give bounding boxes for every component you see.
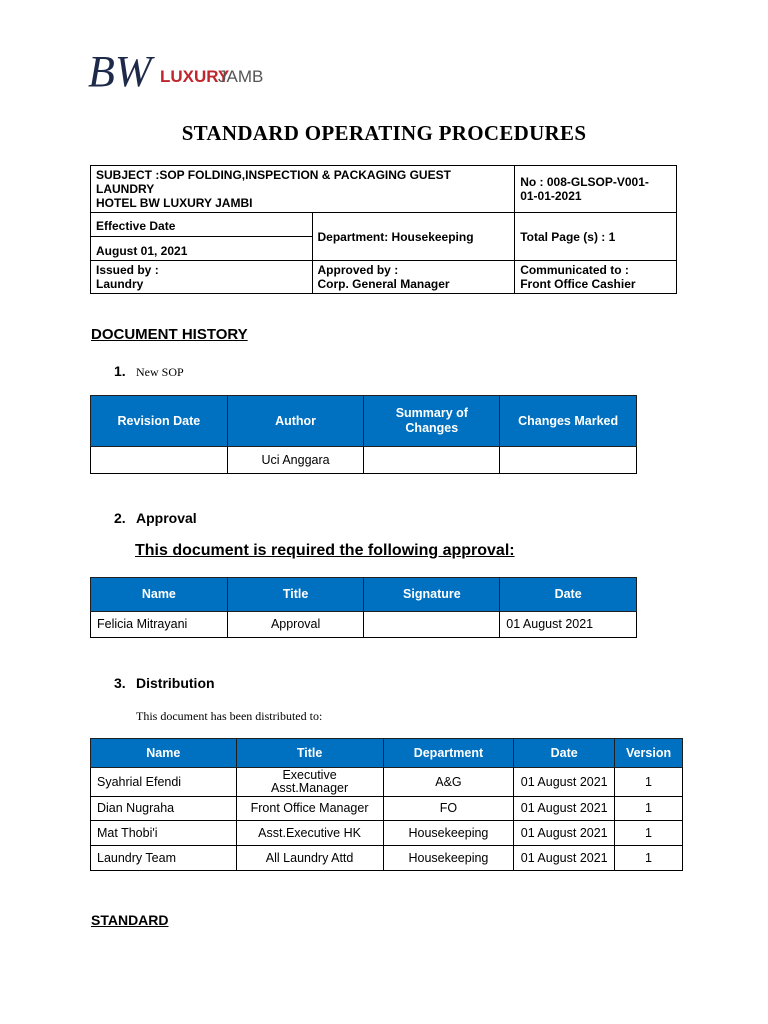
history-item-number: 1. <box>114 363 126 379</box>
table-cell <box>91 447 228 474</box>
distribution-intro: This document has been distributed to: <box>136 709 323 723</box>
table-row <box>91 612 637 638</box>
communicated-to-value: Front Office Cashier <box>520 277 636 291</box>
issued-by-label: Issued by : <box>96 263 159 277</box>
approved-by-label: Approved by : <box>317 263 399 277</box>
table-cell: FO <box>383 797 514 821</box>
table-cell: Housekeeping <box>383 821 514 846</box>
table-cell: 01 August 2021 <box>514 846 615 871</box>
table-row <box>91 821 683 846</box>
table-cell: Executive Asst.Manager <box>236 768 383 797</box>
approved-by-cell <box>312 261 515 294</box>
table-cell <box>364 612 500 638</box>
approval-col-date: Date <box>500 578 637 612</box>
table-row <box>91 846 683 871</box>
table-cell: 01 August 2021 <box>514 768 615 797</box>
table-row <box>91 797 683 821</box>
approved-by-value: Corp. General Manager <box>317 277 450 291</box>
effective-date-value: August 01, 2021 <box>96 244 188 258</box>
history-item-text: New SOP <box>136 365 184 379</box>
table-cell: Uci Anggara <box>227 447 364 474</box>
distribution-table <box>90 738 683 871</box>
effective-date-cell <box>91 213 313 261</box>
table-cell <box>364 447 500 474</box>
table-cell: Syahrial Efendi <box>91 768 237 797</box>
table-cell: 01 August 2021 <box>514 821 615 846</box>
issued-by-value: Laundry <box>96 277 144 291</box>
approval-subheading: This document is required the following approval: <box>135 542 515 559</box>
distribution-col-version: Version <box>615 739 683 768</box>
table-cell: Dian Nugraha <box>91 797 237 821</box>
table-cell: Mat Thobi'i <box>91 821 237 846</box>
approval-table <box>90 577 637 638</box>
document-number-line-1: No : 008-GLSOP-V001- <box>520 175 649 189</box>
table-cell <box>500 447 637 474</box>
table-cell: Asst.Executive HK <box>236 821 383 846</box>
distribution-col-date: Date <box>514 739 615 768</box>
table-cell: 1 <box>615 821 683 846</box>
document-number-line-2: 01-01-2021 <box>520 189 582 203</box>
table-cell: Approval <box>227 612 364 638</box>
subject-cell <box>91 166 515 213</box>
issued-by-cell <box>91 261 313 294</box>
document-history-heading: DOCUMENT HISTORY <box>91 326 248 343</box>
table-cell: 1 <box>615 797 683 821</box>
communicated-to-label: Communicated to : <box>520 263 629 277</box>
standard-heading: STANDARD <box>91 912 169 928</box>
approval-col-title: Title <box>227 578 364 612</box>
page-title: STANDARD OPERATING PROCEDURES <box>181 121 587 145</box>
history-col-revision-date: Revision Date <box>91 396 228 447</box>
history-col-author: Author <box>227 396 364 447</box>
approval-number: 2. <box>114 510 126 526</box>
logo-location: JAMB <box>218 67 264 86</box>
logo-brand: LUXURY <box>160 67 230 86</box>
table-cell: 01 August 2021 <box>500 612 637 638</box>
subject-line-2: LAUNDRY <box>96 182 155 196</box>
distribution-number: 3. <box>114 675 126 691</box>
table-cell: 1 <box>615 846 683 871</box>
distribution-col-department: Department <box>383 739 514 768</box>
table-cell: 01 August 2021 <box>514 797 615 821</box>
total-pages-cell: Total Page (s) : 1 <box>515 213 677 261</box>
table-row <box>91 768 683 797</box>
table-cell: Felicia Mitrayani <box>91 612 228 638</box>
table-cell: Laundry Team <box>91 846 237 871</box>
distribution-col-name: Name <box>91 739 237 768</box>
table-row <box>91 447 637 474</box>
department-cell: Department: Housekeeping <box>312 213 515 261</box>
table-cell: All Laundry Attd <box>236 846 383 871</box>
table-cell: Front Office Manager <box>236 797 383 821</box>
approval-col-signature: Signature <box>364 578 500 612</box>
logo-mark: BW <box>88 47 152 96</box>
document-history-table <box>90 395 637 474</box>
document-number-cell <box>515 166 677 213</box>
communicated-to-cell <box>515 261 677 294</box>
hotel-logo <box>88 44 268 96</box>
subject-line-1: SUBJECT :SOP FOLDING,INSPECTION & PACKAGING GUEST <box>96 168 451 182</box>
table-cell: A&G <box>383 768 514 797</box>
table-cell: Housekeeping <box>383 846 514 871</box>
effective-date-label: Effective Date <box>91 213 312 237</box>
history-col-changes-marked: Changes Marked <box>500 396 637 447</box>
sop-header-table <box>90 165 677 294</box>
distribution-heading: Distribution <box>136 675 215 691</box>
history-col-summary: Summary of Changes <box>364 396 500 447</box>
approval-heading: Approval <box>136 510 197 526</box>
table-cell: 1 <box>615 768 683 797</box>
distribution-col-title: Title <box>236 739 383 768</box>
hotel-name: HOTEL BW LUXURY JAMBI <box>96 196 253 210</box>
approval-col-name: Name <box>91 578 228 612</box>
